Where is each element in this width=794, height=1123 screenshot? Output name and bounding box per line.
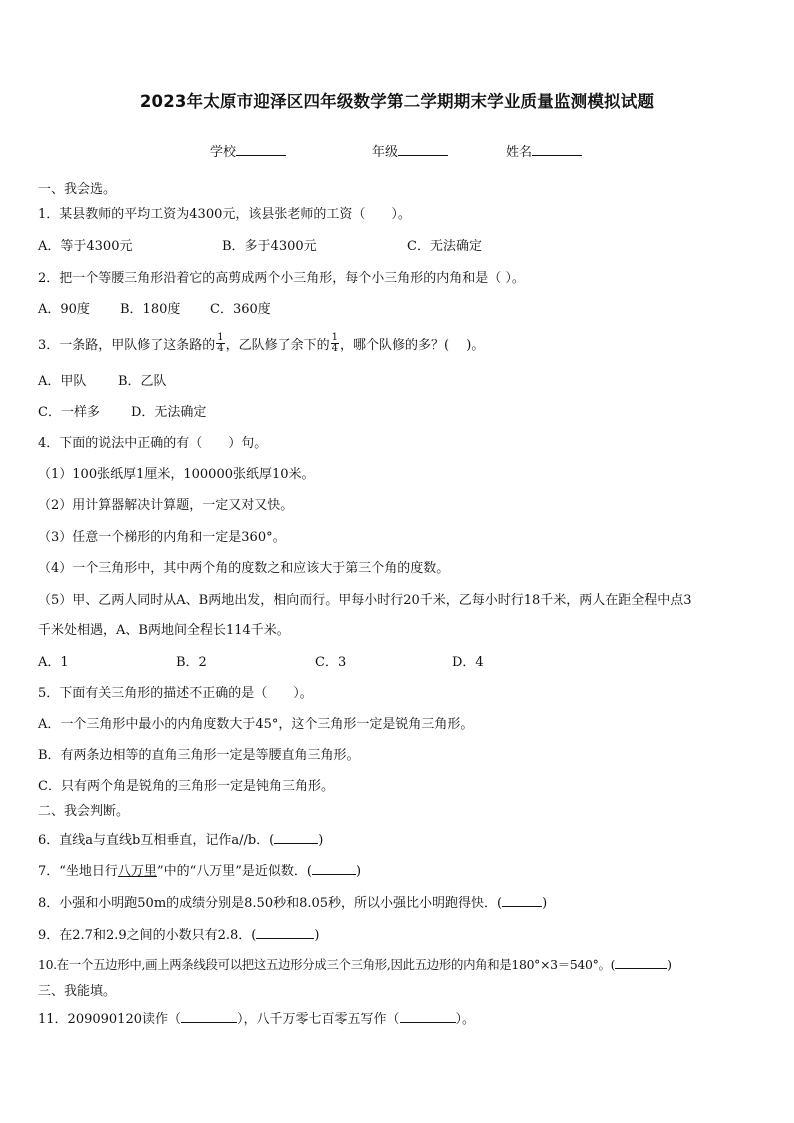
name-field[interactable] bbox=[506, 141, 582, 160]
q1-option-a[interactable]: A．等于4300元 bbox=[38, 239, 133, 254]
q3-text-post: ，哪个队修的多？( )。 bbox=[340, 338, 485, 353]
q6-close: ) bbox=[318, 833, 324, 848]
q9-close: ) bbox=[314, 928, 320, 943]
q7-text-mid: ”中的“八万里”是近似数．( bbox=[156, 864, 312, 879]
question-11 bbox=[38, 1010, 764, 1029]
q2-option-b[interactable]: B．180度 bbox=[120, 302, 181, 317]
q11-close: ）。 bbox=[455, 1012, 476, 1027]
q3-fraction-1 bbox=[216, 333, 224, 354]
q4-statement-2: （2）用计算器解决计算题，一定又对又快。 bbox=[38, 498, 294, 513]
q2-option-a[interactable]: A．90度 bbox=[38, 302, 90, 317]
q8-text: 8．小强和小明跑50m的成绩分别是8.50秒和8.05秒，所以小强比小明跑得快．( bbox=[38, 896, 503, 911]
section-heading-judge: 二、我会判断。 bbox=[38, 804, 130, 819]
q6-text: 6．直线a与直线b互相垂直，记作a//b．( bbox=[38, 833, 275, 848]
q3-fraction-2-den: 4 bbox=[331, 343, 339, 354]
question-5: 5．下面有关三角形的描述不正确的是（ ）。 bbox=[38, 686, 313, 701]
q3-text-pre: 3．一条路，甲队修了这条路的 bbox=[38, 338, 216, 353]
q10-text: 10.在一个五边形中,画上两条线段可以把这五边形分成三个三角形,因此五边形的内角和是180°×3＝540°。( bbox=[38, 957, 616, 972]
question-6 bbox=[38, 831, 764, 850]
question-9 bbox=[38, 926, 764, 945]
q11-write-blank[interactable] bbox=[400, 1010, 456, 1023]
q7-underlined-phrase: 八万里 bbox=[117, 864, 157, 879]
school-blank[interactable] bbox=[236, 143, 286, 156]
q3-option-a[interactable]: A．甲队 bbox=[38, 374, 87, 389]
q1-option-c[interactable]: C．无法确定 bbox=[407, 239, 482, 254]
q2-option-c[interactable]: C．360度 bbox=[210, 302, 271, 317]
q7-text-pre: 7．“坐地日行 bbox=[38, 864, 118, 879]
q8-answer-blank[interactable] bbox=[502, 894, 542, 907]
q5-option-c[interactable]: C．只有两个角是锐角的三角形一定是钝角三角形。 bbox=[38, 779, 334, 794]
q3-option-d[interactable]: D．无法确定 bbox=[131, 405, 207, 420]
page-title: 2023年太原市迎泽区四年级数学第二学期期末学业质量监测模拟试题 bbox=[139, 92, 655, 111]
question-3 bbox=[38, 332, 764, 356]
q9-text: 9．在2.7和2.9之间的小数只有2.8．( bbox=[38, 928, 257, 943]
q3-option-c[interactable]: C．一样多 bbox=[38, 405, 100, 420]
section-heading-choose: 一、我会选。 bbox=[38, 182, 117, 197]
q3-fraction-1-num: 1 bbox=[217, 332, 224, 343]
q4-option-c[interactable]: C．3 bbox=[315, 655, 347, 670]
q11-text-pre: 11．209090120读作（ bbox=[38, 1012, 181, 1027]
grade-blank[interactable] bbox=[398, 143, 448, 156]
q5-option-a[interactable]: A．一个三角形中最小的内角度数大于45°，这个三角形一定是锐角三角形。 bbox=[38, 717, 474, 732]
q8-close: ) bbox=[542, 896, 548, 911]
school-label: 学校 bbox=[210, 145, 237, 160]
q7-close: ) bbox=[355, 864, 362, 879]
q4-statement-5-cont: 千米处相遇，A、B两地间全程长114千米。 bbox=[38, 623, 290, 638]
q4-option-b[interactable]: B．2 bbox=[176, 655, 207, 670]
question-1: 1．某县教师的平均工资为4300元，该县张老师的工资（ ）。 bbox=[38, 207, 411, 222]
q6-answer-blank[interactable] bbox=[274, 831, 318, 844]
q3-fraction-1-den: 4 bbox=[217, 343, 224, 354]
q3-text-mid: ，乙队修了余下的 bbox=[225, 338, 330, 353]
section-heading-fill: 三、我能填。 bbox=[38, 984, 117, 999]
q4-statement-5: （5）甲、乙两人同时从A、B两地出发，相向而行。甲每小时行20千米，乙每小时行18千米，两人在距全程中点3 bbox=[38, 593, 692, 608]
q4-statement-4: （4）一个三角形中，其中两个角的度数之和应该大于第三个角的度数。 bbox=[38, 561, 450, 576]
q3-fraction-2-num: 1 bbox=[331, 332, 339, 343]
question-2: 2．把一个等腰三角形沿着它的高剪成两个小三角形，每个小三角形的内角和是（ ）。 bbox=[38, 271, 525, 286]
q10-answer-blank[interactable] bbox=[615, 956, 667, 969]
q4-option-d[interactable]: D．4 bbox=[452, 655, 484, 670]
q3-option-b[interactable]: B．乙队 bbox=[118, 374, 167, 389]
school-field[interactable] bbox=[210, 141, 286, 160]
q3-fraction-2 bbox=[331, 333, 339, 354]
question-10 bbox=[38, 956, 764, 974]
q4-statement-1: （1）100张纸厚1厘米，100000张纸厚10米。 bbox=[38, 467, 315, 482]
name-blank[interactable] bbox=[532, 143, 582, 156]
question-7 bbox=[38, 862, 764, 881]
question-8 bbox=[38, 894, 764, 913]
q4-option-a[interactable]: A．1 bbox=[38, 655, 69, 670]
q11-text-mid: ），八千万零七百零五写作（ bbox=[236, 1012, 400, 1027]
q5-option-b[interactable]: B．有两条边相等的直角三角形一定是等腰直角三角形。 bbox=[38, 748, 360, 763]
q1-option-b[interactable]: B．多于4300元 bbox=[222, 239, 317, 254]
grade-field[interactable] bbox=[372, 141, 448, 160]
grade-label: 年级 bbox=[372, 145, 399, 160]
q10-close: ) bbox=[667, 957, 672, 972]
q11-read-blank[interactable] bbox=[181, 1010, 237, 1023]
name-label: 姓名 bbox=[506, 145, 533, 160]
q4-statement-3: （3）任意一个梯形的内角和一定是360°。 bbox=[38, 530, 286, 545]
q7-answer-blank[interactable] bbox=[312, 862, 356, 875]
q9-answer-blank[interactable] bbox=[256, 926, 314, 939]
question-4: 4．下面的说法中正确的有（ ）句。 bbox=[38, 436, 268, 451]
